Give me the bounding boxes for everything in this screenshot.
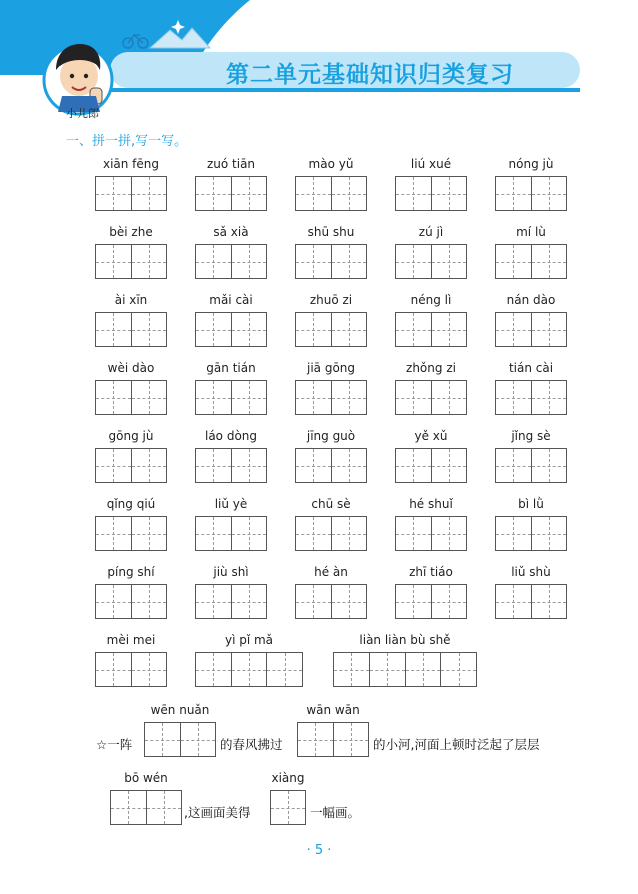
writing-boxes[interactable]	[95, 584, 167, 619]
exercise-item	[395, 356, 467, 415]
writing-cell[interactable]	[96, 313, 131, 346]
writing-cell[interactable]	[531, 381, 567, 414]
page-number: · 5 ·	[306, 843, 332, 858]
exercise-row	[95, 560, 575, 628]
writing-cell[interactable]	[496, 449, 531, 482]
pinyin-label: jiù shì	[213, 565, 249, 579]
writing-cell[interactable]	[196, 381, 231, 414]
writing-cell[interactable]	[231, 517, 267, 550]
exercise-row	[95, 424, 575, 492]
writing-cell[interactable]	[431, 313, 467, 346]
exercise-row	[95, 288, 575, 356]
writing-cell[interactable]	[531, 245, 567, 278]
writing-cell[interactable]	[496, 585, 531, 618]
writing-cell[interactable]	[531, 517, 567, 550]
pinyin-label: wèi dào	[107, 361, 155, 375]
writing-cell[interactable]	[496, 177, 531, 210]
writing-cell[interactable]	[496, 245, 531, 278]
writing-cell[interactable]	[531, 313, 567, 346]
writing-cell[interactable]	[96, 177, 131, 210]
writing-cell[interactable]	[531, 585, 567, 618]
writing-cell[interactable]	[296, 177, 331, 210]
writing-boxes[interactable]	[95, 652, 167, 687]
exercise-item	[95, 560, 167, 619]
pinyin-label: yì pǐ mǎ	[224, 633, 274, 647]
writing-boxes[interactable]	[195, 244, 267, 279]
writing-boxes[interactable]	[395, 516, 467, 551]
exercise-item	[295, 492, 367, 551]
writing-boxes[interactable]	[495, 448, 567, 483]
pinyin-label: liú xué	[410, 157, 452, 171]
writing-boxes[interactable]	[495, 584, 567, 619]
exercise-item	[295, 220, 367, 279]
pinyin-label: hé shuǐ	[409, 497, 453, 511]
writing-cell[interactable]	[431, 517, 467, 550]
writing-cell[interactable]	[231, 449, 267, 482]
pinyin-label: mí lù	[516, 225, 546, 239]
writing-boxes[interactable]	[295, 176, 367, 211]
writing-cell[interactable]	[196, 245, 231, 278]
exercise-item	[395, 220, 467, 279]
writing-boxes[interactable]	[195, 652, 303, 687]
pinyin-label: chū sè	[311, 497, 351, 511]
writing-boxes[interactable]	[95, 176, 167, 211]
writing-boxes[interactable]	[95, 448, 167, 483]
pinyin-label: mào yǔ	[308, 157, 354, 171]
writing-boxes[interactable]	[195, 516, 267, 551]
writing-cell[interactable]	[296, 381, 331, 414]
writing-cell[interactable]	[331, 449, 367, 482]
exercise-item	[95, 288, 167, 347]
writing-cell[interactable]	[496, 517, 531, 550]
exercise-item	[195, 424, 267, 483]
pinyin-label: zhī tiáo	[409, 565, 453, 579]
writing-boxes[interactable]	[144, 722, 216, 757]
writing-boxes[interactable]	[395, 244, 467, 279]
exercise-item	[95, 220, 167, 279]
exercise-item	[295, 560, 367, 619]
exercise-item	[333, 628, 477, 687]
writing-cell[interactable]	[196, 449, 231, 482]
exercise-item	[495, 424, 567, 483]
writing-cell[interactable]	[296, 449, 331, 482]
writing-cell[interactable]	[496, 381, 531, 414]
writing-cell[interactable]	[231, 381, 267, 414]
pinyin-label: shū shu	[307, 225, 355, 239]
writing-cell[interactable]	[296, 585, 331, 618]
pinyin-label: xiān fēng	[102, 157, 160, 171]
pinyin-label: zuó tiān	[206, 157, 256, 171]
pinyin-label: ài xīn	[114, 293, 148, 307]
pinyin-label: hé àn	[314, 565, 348, 579]
writing-cell[interactable]	[231, 585, 267, 618]
pinyin-exercise-grid	[95, 152, 575, 696]
exercise-row	[95, 152, 575, 220]
writing-boxes[interactable]	[195, 584, 267, 619]
writing-cell[interactable]	[396, 313, 431, 346]
writing-cell[interactable]	[131, 245, 167, 278]
writing-boxes[interactable]	[395, 176, 467, 211]
exercise-item	[295, 424, 367, 483]
exercise-item	[95, 424, 167, 483]
exercise-row	[95, 356, 575, 424]
writing-cell[interactable]	[405, 653, 441, 686]
writing-cell[interactable]	[296, 245, 331, 278]
writing-cell[interactable]	[266, 653, 302, 686]
writing-cell[interactable]	[96, 653, 131, 686]
exercise-item	[195, 220, 267, 279]
writing-boxes[interactable]	[95, 244, 167, 279]
pinyin-label: néng lì	[410, 293, 452, 307]
sentence1-blank1	[144, 698, 216, 757]
writing-cell[interactable]	[231, 245, 267, 278]
sentence2-blank1	[110, 766, 182, 825]
exercise-item	[495, 220, 567, 279]
writing-cell[interactable]	[231, 653, 267, 686]
writing-boxes[interactable]	[95, 516, 167, 551]
pinyin-label: mèi mei	[106, 633, 156, 647]
writing-cell[interactable]	[396, 449, 431, 482]
writing-cell[interactable]	[96, 585, 131, 618]
writing-cell[interactable]	[396, 245, 431, 278]
pinyin-label: zú jì	[418, 225, 444, 239]
exercise-item	[195, 288, 267, 347]
section-title: 一、拼一拼,写一写。	[66, 134, 188, 149]
sentence2-blank2-pinyin: xiàng	[271, 771, 305, 785]
writing-boxes[interactable]	[495, 244, 567, 279]
sentence1-start	[96, 735, 132, 753]
writing-boxes[interactable]	[495, 176, 567, 211]
writing-cell[interactable]	[396, 177, 431, 210]
writing-cell[interactable]	[431, 245, 467, 278]
pinyin-label: gōng jù	[108, 429, 154, 443]
writing-cell[interactable]	[131, 653, 167, 686]
sentence1-blank1-pinyin: wēn nuǎn	[150, 703, 210, 717]
writing-cell[interactable]	[196, 517, 231, 550]
writing-boxes[interactable]	[295, 516, 367, 551]
exercise-item	[495, 356, 567, 415]
writing-cell[interactable]	[296, 313, 331, 346]
sentence2-blank2	[270, 766, 306, 825]
pinyin-label: jǐng sè	[511, 429, 551, 443]
writing-boxes[interactable]	[495, 312, 567, 347]
writing-boxes[interactable]	[295, 380, 367, 415]
sentence1-middle: 的春风拂过	[220, 737, 283, 752]
pinyin-label: bèi zhe	[109, 225, 153, 239]
pinyin-label: bì lǜ	[518, 497, 544, 511]
exercise-item	[95, 492, 167, 551]
mascot-label: 小儿郎	[66, 107, 99, 120]
exercise-item	[295, 288, 367, 347]
exercise-item	[295, 356, 367, 415]
writing-boxes[interactable]	[295, 584, 367, 619]
writing-cell[interactable]	[231, 313, 267, 346]
pinyin-label: nán dào	[506, 293, 556, 307]
writing-boxes[interactable]	[295, 244, 367, 279]
exercise-item	[395, 152, 467, 211]
writing-boxes[interactable]	[295, 448, 367, 483]
writing-boxes[interactable]	[297, 722, 369, 757]
writing-cell[interactable]	[96, 245, 131, 278]
writing-cell[interactable]	[296, 517, 331, 550]
writing-cell[interactable]	[331, 585, 367, 618]
writing-cell[interactable]	[131, 585, 167, 618]
pinyin-label: zhuō zi	[309, 293, 353, 307]
pinyin-label: liǔ yè	[214, 497, 248, 511]
writing-boxes[interactable]	[270, 790, 306, 825]
exercise-item	[495, 492, 567, 551]
writing-cell[interactable]	[531, 449, 567, 482]
pinyin-label: qǐng qiú	[106, 497, 156, 511]
writing-cell[interactable]	[396, 381, 431, 414]
writing-cell[interactable]	[431, 449, 467, 482]
pinyin-label: láo dòng	[204, 429, 258, 443]
exercise-item	[495, 560, 567, 619]
exercise-item	[195, 356, 267, 415]
writing-boxes[interactable]	[95, 380, 167, 415]
exercise-item	[95, 152, 167, 211]
pinyin-label: liǔ shù	[511, 565, 551, 579]
exercise-item	[395, 424, 467, 483]
exercise-item	[395, 288, 467, 347]
writing-boxes[interactable]	[195, 312, 267, 347]
writing-boxes[interactable]	[395, 584, 467, 619]
writing-cell[interactable]	[131, 381, 167, 414]
sentence1-blank2-pinyin: wān wān	[306, 703, 360, 717]
exercise-item	[395, 492, 467, 551]
pinyin-label: jīng guò	[306, 429, 356, 443]
writing-cell[interactable]	[331, 245, 367, 278]
pinyin-label: yě xǔ	[414, 429, 448, 443]
writing-boxes[interactable]	[195, 176, 267, 211]
pinyin-label: mǎi cài	[209, 293, 253, 307]
writing-cell[interactable]	[131, 313, 167, 346]
writing-cell[interactable]	[431, 381, 467, 414]
writing-boxes[interactable]	[495, 380, 567, 415]
exercise-item	[295, 152, 367, 211]
writing-cell[interactable]	[196, 585, 231, 618]
pinyin-label: liàn liàn bù shě	[359, 633, 451, 647]
sentence1-suffix: 的小河,河面上顿时泛起了层层	[373, 737, 540, 752]
writing-cell[interactable]	[431, 177, 467, 210]
exercise-item	[195, 560, 267, 619]
writing-cell[interactable]	[440, 653, 476, 686]
pinyin-label: zhǒng zi	[406, 361, 456, 375]
writing-cell[interactable]	[331, 313, 367, 346]
writing-boxes[interactable]	[110, 790, 182, 825]
writing-boxes[interactable]	[295, 312, 367, 347]
writing-boxes[interactable]	[395, 448, 467, 483]
writing-cell[interactable]	[334, 653, 369, 686]
writing-cell[interactable]	[369, 653, 405, 686]
exercise-item	[195, 492, 267, 551]
writing-cell[interactable]	[331, 517, 367, 550]
exercise-row	[95, 220, 575, 288]
pinyin-label: gān tián	[206, 361, 256, 375]
page-title: 第二单元基础知识归类复习	[226, 62, 514, 88]
writing-cell[interactable]	[96, 517, 131, 550]
exercise-item	[95, 628, 167, 687]
writing-cell[interactable]	[531, 177, 567, 210]
writing-cell[interactable]	[431, 585, 467, 618]
pinyin-label: nóng jù	[508, 157, 554, 171]
sentence1-blank2	[297, 698, 369, 757]
exercise-item	[495, 152, 567, 211]
writing-cell[interactable]	[131, 177, 167, 210]
writing-cell[interactable]	[396, 517, 431, 550]
writing-cell[interactable]	[96, 381, 131, 414]
mascot-avatar	[44, 44, 112, 114]
writing-boxes[interactable]	[395, 312, 467, 347]
sentence2-suffix: 一幅画。	[310, 805, 361, 820]
writing-boxes[interactable]	[95, 312, 167, 347]
exercise-row	[95, 492, 575, 560]
pinyin-label: píng shí	[107, 565, 155, 579]
writing-cell[interactable]	[231, 177, 267, 210]
writing-boxes[interactable]	[495, 516, 567, 551]
pinyin-label: jiā gōng	[306, 361, 356, 375]
exercise-item	[495, 288, 567, 347]
exercise-row	[95, 628, 575, 696]
exercise-item	[195, 152, 267, 211]
pinyin-label: sǎ xià	[213, 225, 249, 239]
writing-cell[interactable]	[131, 449, 167, 482]
writing-cell[interactable]	[331, 381, 367, 414]
writing-cell[interactable]	[396, 585, 431, 618]
writing-boxes[interactable]	[195, 448, 267, 483]
writing-cell[interactable]	[131, 517, 167, 550]
writing-boxes[interactable]	[333, 652, 477, 687]
star-icon: ☆	[96, 737, 108, 752]
sentence1-prefix: 一阵	[107, 737, 133, 752]
pinyin-label: tián cài	[508, 361, 554, 375]
exercise-item	[395, 560, 467, 619]
writing-cell[interactable]	[96, 449, 131, 482]
writing-cell[interactable]	[496, 313, 531, 346]
writing-boxes[interactable]	[395, 380, 467, 415]
writing-cell[interactable]	[196, 313, 231, 346]
exercise-item	[95, 356, 167, 415]
sentence2-middle: ,这画面美得	[184, 805, 251, 820]
writing-boxes[interactable]	[195, 380, 267, 415]
writing-cell[interactable]	[196, 177, 231, 210]
writing-cell[interactable]	[331, 177, 367, 210]
writing-cell[interactable]	[196, 653, 231, 686]
exercise-item	[195, 628, 303, 687]
sentence2-blank1-pinyin: bō wén	[124, 771, 168, 785]
